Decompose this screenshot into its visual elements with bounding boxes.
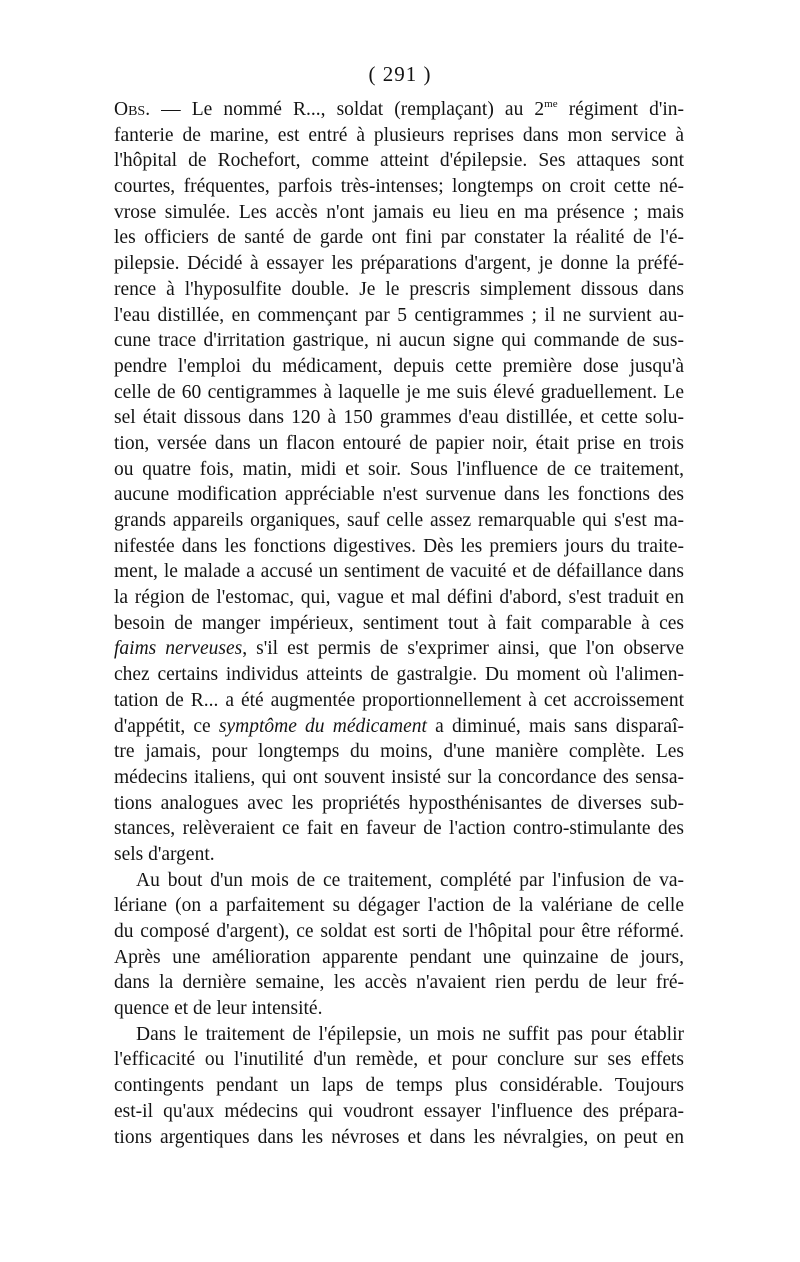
line-text: l'eau distillée, en commençant par 5 centigrammes ; il ne survient au-	[114, 304, 684, 326]
text-line	[114, 482, 684, 508]
text-line	[114, 354, 684, 380]
line-text: l'efficacité ou l'inutilité d'un remède, et pour conclure sur ses effets	[114, 1049, 684, 1071]
line-text: tation de R... a été augmentée proportionnellement à cet accroissement	[114, 689, 684, 711]
line-text: courtes, fréquentes, parfois très-intenses; longtemps on croit cette né-	[114, 176, 684, 198]
text-line	[114, 225, 684, 251]
line-text: l'hôpital de Rochefort, comme atteint d'épilepsie. Ses attaques sont	[114, 150, 684, 172]
text-line	[114, 765, 684, 791]
line-text: nifestée dans les fonctions digestives. Dès les premiers jours du traite-	[114, 535, 684, 557]
text-line	[114, 508, 684, 534]
line-text: les officiers de santé de garde ont fini par constater la réalité de l'é-	[114, 227, 684, 249]
text-line	[114, 1099, 684, 1125]
paragraph	[114, 868, 684, 1022]
page-number: ( 291 )	[368, 62, 432, 86]
obs-label: Obs.	[114, 99, 151, 120]
line-text-continued: régiment d'in-	[557, 99, 685, 120]
text-line	[114, 174, 684, 200]
body-text	[114, 97, 684, 1150]
italic-text: faims nerveuses	[114, 638, 243, 660]
text-line	[114, 277, 684, 303]
paragraph	[114, 97, 684, 868]
line-text: celle de 60 centigrammes à laquelle je me suis élevé graduellement. Le	[114, 381, 684, 403]
text-line	[114, 534, 684, 560]
line-text: sel était dissous dans 120 à 150 grammes d'eau distillée, et cette solu-	[114, 407, 684, 429]
text-line	[114, 611, 684, 637]
line-text: fanterie de marine, est entré à plusieurs reprises dans mon service à	[114, 124, 684, 146]
line-text: besoin de manger impérieux, sentiment tout à fait comparable à ces	[114, 612, 684, 634]
line-text: vrose simulée. Les accès n'ont jamais eu lieu en ma présence ; mais	[114, 201, 684, 223]
text-line	[114, 559, 684, 585]
line-text: dans la dernière semaine, les accès n'avaient rien perdu de leur fré-	[114, 972, 684, 994]
line-text: tion, versée dans un flacon entouré de papier noir, était prise en trois	[114, 432, 684, 454]
text-line	[114, 457, 684, 483]
text-line	[114, 842, 684, 868]
text-line	[114, 688, 684, 714]
line-text: tre jamais, pour longtemps du moins, d'une manière complète. Les	[114, 741, 684, 763]
line-text: — Le nommé R..., soldat (remplaçant) au 2	[150, 99, 545, 120]
line-text: Après une amélioration apparente pendant une quinzaine de jours,	[114, 946, 684, 968]
text-line	[114, 662, 684, 688]
text-line	[114, 868, 684, 894]
text-line	[114, 714, 684, 740]
text-line	[114, 585, 684, 611]
text-line	[114, 636, 684, 662]
line-text: grands appareils organiques, sauf celle assez remarquable qui s'est ma-	[114, 510, 684, 531]
text-line	[114, 1022, 684, 1048]
line-text: la région de l'estomac, qui, vague et mal défini d'abord, s'est traduit en	[114, 587, 684, 609]
text-line	[114, 970, 684, 996]
text-line	[114, 945, 684, 971]
line-text: contingents pendant un laps de temps plus considérable. Toujours	[114, 1075, 684, 1097]
text-line	[114, 123, 684, 149]
text-line	[114, 1047, 684, 1073]
text-line	[114, 405, 684, 431]
line-text: du composé d'argent), ce soldat est sorti de l'hôpital pour être réformé.	[114, 921, 684, 942]
line-text: Dans le traitement de l'épilepsie, un mois ne suffit pas pour établir	[136, 1023, 684, 1045]
line-text: tions analogues avec les propriétés hyposthénisantes de diverses sub-	[114, 792, 684, 814]
italic-text: symptôme du médicament	[218, 715, 427, 737]
line-text: tions argentiques dans les névroses et dans les névralgies, on peut en	[114, 1126, 684, 1148]
line-text: cune trace d'irritation gastrique, ni aucun signe qui commande de sus-	[114, 330, 684, 352]
text-line	[114, 97, 684, 123]
line-text: rence à l'hyposulfite double. Je le prescris simplement dissous dans	[114, 278, 684, 300]
superscript: me	[544, 98, 558, 110]
line-text: aucune modification appréciable n'est survenue dans les fonctions des	[114, 484, 684, 506]
paragraph	[114, 1022, 684, 1150]
text-line	[114, 431, 684, 457]
text-line	[114, 200, 684, 226]
text-line	[114, 1073, 684, 1099]
text-line	[114, 328, 684, 354]
line-text: stances, relèveraient ce fait en faveur de l'action contro-stimulante des	[114, 818, 684, 840]
text-line	[114, 893, 684, 919]
line-text: pendre l'emploi du médicament, depuis cette première dose jusqu'à	[114, 355, 684, 377]
line-text: lériane (on a parfaitement su dégager l'action de la valériane de celle	[114, 895, 684, 917]
line-text: médecins italiens, qui ont souvent insisté sur la concordance des sensa-	[114, 766, 684, 788]
line-text: ment, le malade a accusé un sentiment de vacuité et de défaillance dans	[114, 561, 684, 583]
line-text: sels d'argent.	[114, 843, 215, 865]
text-line	[114, 791, 684, 817]
text-line	[114, 148, 684, 174]
text-line	[114, 816, 684, 842]
text-line	[114, 251, 684, 277]
text-line	[114, 1125, 684, 1151]
line-text: d'appétit, ce	[114, 715, 219, 737]
line-text: quence et de leur intensité.	[114, 998, 323, 1020]
line-text-continued: , s'il est permis de s'exprimer ainsi, que l'on observe	[242, 638, 684, 660]
text-line	[114, 919, 684, 945]
text-line	[114, 380, 684, 406]
line-text: chez certains individus atteints de gastralgie. Du moment où l'alimen-	[114, 664, 684, 686]
text-line	[114, 739, 684, 765]
text-line	[114, 303, 684, 329]
line-text-continued: a diminué, mais sans disparaî-	[426, 715, 684, 737]
line-text: Au bout d'un mois de ce traitement, complété par l'infusion de va-	[136, 869, 684, 891]
line-text: est-il qu'aux médecins qui voudront essayer l'influence des prépara-	[114, 1100, 684, 1122]
line-text: pilepsie. Décidé à essayer les préparations d'argent, je donne la préfé-	[114, 253, 684, 275]
line-text: ou quatre fois, matin, midi et soir. Sous l'influence de ce traitement,	[114, 458, 684, 480]
text-line	[114, 996, 684, 1022]
